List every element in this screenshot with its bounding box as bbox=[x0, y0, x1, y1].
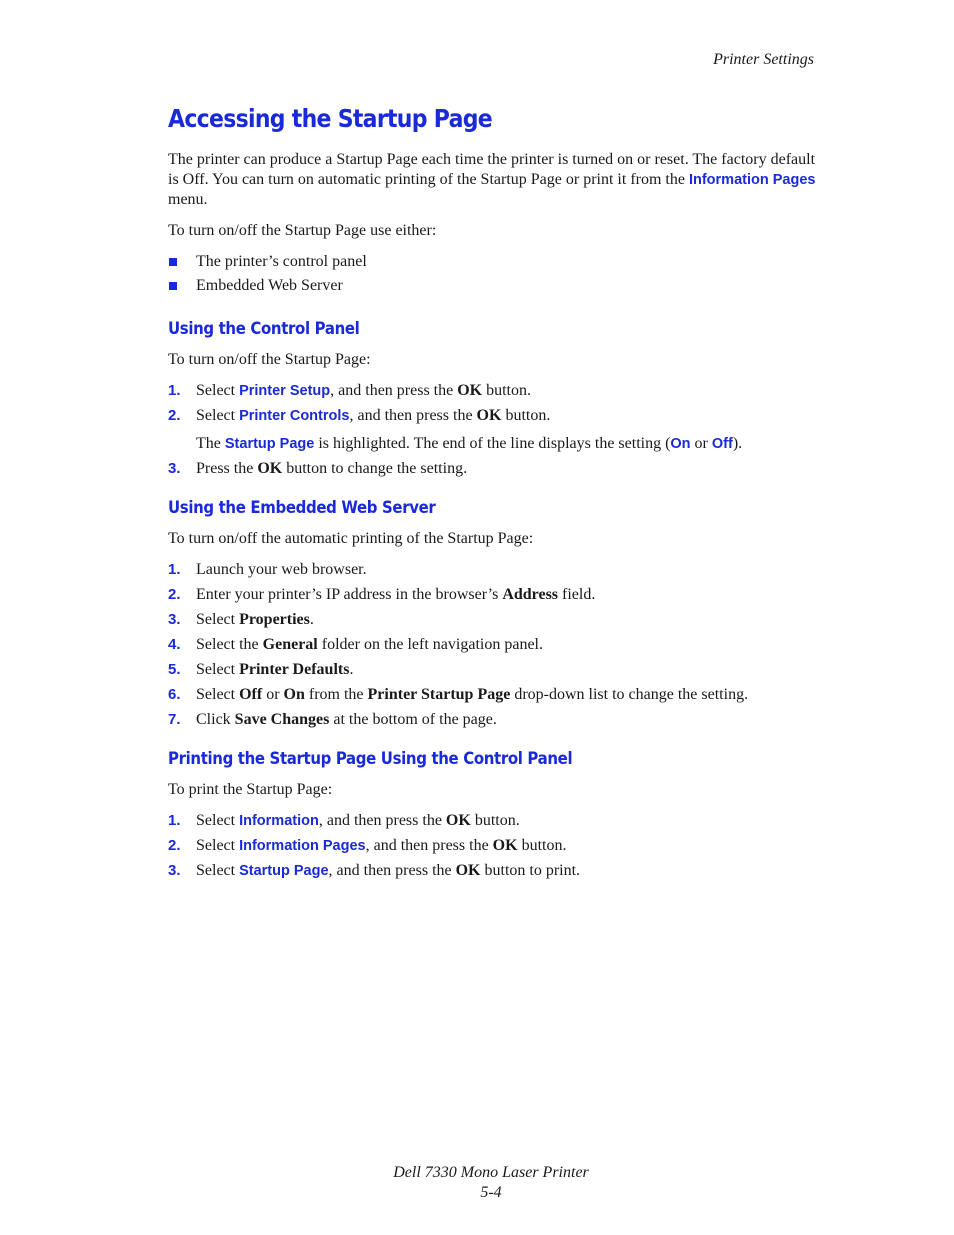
steps-list bbox=[168, 381, 828, 479]
step-item: 2. Select Information Pages, and then press the OK button. bbox=[168, 837, 567, 854]
section-lead: To turn on/off the Startup Page: bbox=[168, 351, 371, 368]
section-heading: Using the Control Panel bbox=[168, 319, 360, 339]
step-item: 2. Select Printer Controls, and then press the OK button. The Startup Page is highlighted. The end of the line displays the setting (On or Off). bbox=[168, 406, 828, 454]
page-footer bbox=[0, 1163, 954, 1203]
step-item: 1. Select Printer Setup, and then press the OK button. bbox=[168, 382, 531, 399]
step-item: 3. Select Properties. bbox=[168, 611, 314, 628]
step-item: 5. Select Printer Defaults. bbox=[168, 661, 354, 678]
section-lead: To print the Startup Page: bbox=[168, 781, 333, 798]
section-heading: Printing the Startup Page Using the Control Panel bbox=[168, 749, 573, 769]
page-content bbox=[168, 100, 828, 897]
section-lead: To turn on/off the automatic printing of the Startup Page: bbox=[168, 530, 534, 547]
running-header: Printer Settings bbox=[713, 51, 814, 68]
section-control-panel bbox=[168, 316, 828, 479]
step-item: 3. Press the OK button to change the setting. bbox=[168, 460, 468, 477]
step-item: 1. Launch your web browser. bbox=[168, 561, 367, 578]
step-item: 6. Select Off or On from the Printer Startup Page drop-down list to change the setting. bbox=[168, 686, 749, 703]
bullet-square-icon bbox=[169, 258, 177, 266]
bullet-square-icon bbox=[169, 282, 177, 290]
step-note: The Startup Page is highlighted. The end of the line displays the setting (On or Off). bbox=[196, 435, 743, 452]
intro-paragraph: The printer can produce a Startup Page each time the printer is turned on or reset. The factory default is Off. You can turn on automatic printing of the Startup Page or print it from the Information Pages menu. bbox=[168, 151, 816, 208]
information-pages-link: Information Pages bbox=[688, 172, 816, 188]
list-item: The printer’s control panel bbox=[168, 252, 828, 272]
step-item: 3. Select Startup Page, and then press the OK button to print. bbox=[168, 862, 581, 879]
section-printing-startup-page bbox=[168, 746, 828, 881]
step-item: 7. Click Save Changes at the bottom of the page. bbox=[168, 711, 497, 728]
list-item: Embedded Web Server bbox=[168, 276, 828, 296]
section-heading: Using the Embedded Web Server bbox=[168, 498, 436, 518]
step-item: 4. Select the General folder on the left navigation panel. bbox=[168, 636, 543, 653]
steps-list bbox=[168, 560, 828, 730]
step-item: 2. Enter your printer’s IP address in the browser’s Address field. bbox=[168, 586, 596, 603]
footer-page-number: 5-4 bbox=[480, 1184, 502, 1201]
steps-list bbox=[168, 811, 828, 881]
options-list bbox=[168, 252, 828, 296]
step-item: 1. Select Information, and then press the OK button. bbox=[168, 812, 520, 829]
page-title: Accessing the Startup Page bbox=[168, 104, 492, 133]
section-embedded-web-server bbox=[168, 495, 828, 730]
lead-paragraph: To turn on/off the Startup Page use either: bbox=[168, 222, 437, 239]
footer-product: Dell 7330 Mono Laser Printer bbox=[393, 1164, 589, 1181]
